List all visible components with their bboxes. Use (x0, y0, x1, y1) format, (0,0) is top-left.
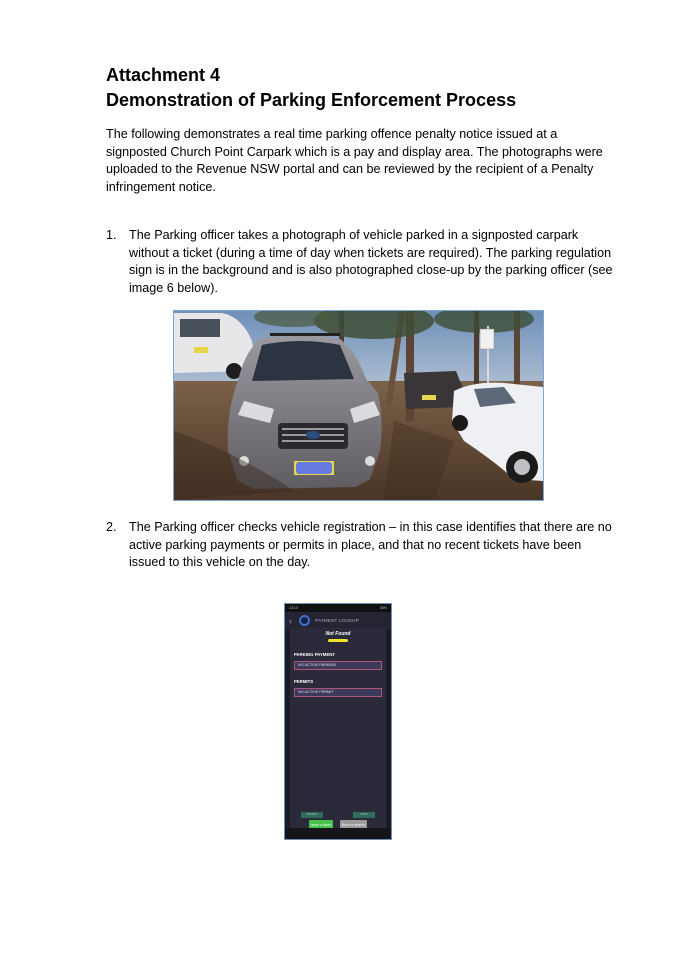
step-line: image 6 below). (129, 280, 218, 295)
page-heading (106, 63, 626, 113)
parking-payment-value: NO ACTIVE PARKING (294, 661, 382, 670)
step-line: The Parking officer checks vehicle registration – in this case identifies that there are no (129, 520, 612, 534)
step-number: 1. (106, 228, 117, 242)
step-text (129, 227, 626, 297)
lookup-result-panel (290, 628, 386, 833)
intro-line: infringement notice. (106, 179, 216, 194)
phone-status-bar (285, 604, 391, 612)
step-2 (106, 519, 626, 572)
intro-line: The following demonstrates a real time parking offence penalty notice issued at a (106, 127, 558, 141)
tab-issue[interactable]: ISSUE (353, 812, 375, 818)
step-line: active parking payments or permits in place, and that no recent tickets have been (129, 537, 582, 552)
step-line: without a ticket (during a time of day when tickets are required). The parking regulation (129, 245, 612, 260)
redaction-highlight (328, 639, 348, 642)
tab-search[interactable]: SEARCH (301, 812, 323, 818)
app-title: PAYMENT LOOKUP (315, 618, 359, 623)
vehicle-photo (173, 310, 544, 501)
status-battery: 38% (379, 606, 387, 610)
intro-line: uploaded to the Revenue NSW portal and can be reviewed by the recipient of a Penalty (106, 162, 594, 177)
status-time: 13:13 (289, 606, 298, 610)
step-text (129, 519, 626, 572)
chevron-left-icon[interactable]: ‹ (289, 616, 292, 626)
step-line: issued to this vehicle on the day. (129, 555, 311, 570)
step-number: 2. (106, 520, 117, 534)
step-line: sign is in the background and is also photographed close-up by the parking officer (see (129, 263, 613, 278)
phone-screenshot (284, 603, 392, 840)
app-logo-icon (299, 615, 310, 626)
back-to-search-button[interactable]: Back to search (340, 820, 367, 831)
heading-line-2: Demonstration of Parking Enforcement Process (106, 90, 517, 110)
lookup-status: Not Found (325, 631, 351, 637)
phone-nav-bar (285, 828, 391, 839)
intro-line: signposted Church Point Carpark which is a pay and display area. The photographs were (106, 144, 603, 159)
heading-line-1: Attachment 4 (106, 65, 221, 85)
step-1 (106, 227, 626, 297)
phone-tab-bar (285, 812, 391, 820)
permits-value: NO ACTIVE PERMIT (294, 688, 382, 697)
intro-paragraph (106, 126, 626, 196)
step-line: The Parking officer takes a photograph of vehicle parked in a signposted carpark (129, 228, 579, 242)
issue-ticket-button[interactable]: Issue a ticket (309, 820, 333, 831)
permits-label: PERMITS (294, 679, 314, 684)
parking-payment-label: PARKING PAYMENT (294, 652, 335, 657)
